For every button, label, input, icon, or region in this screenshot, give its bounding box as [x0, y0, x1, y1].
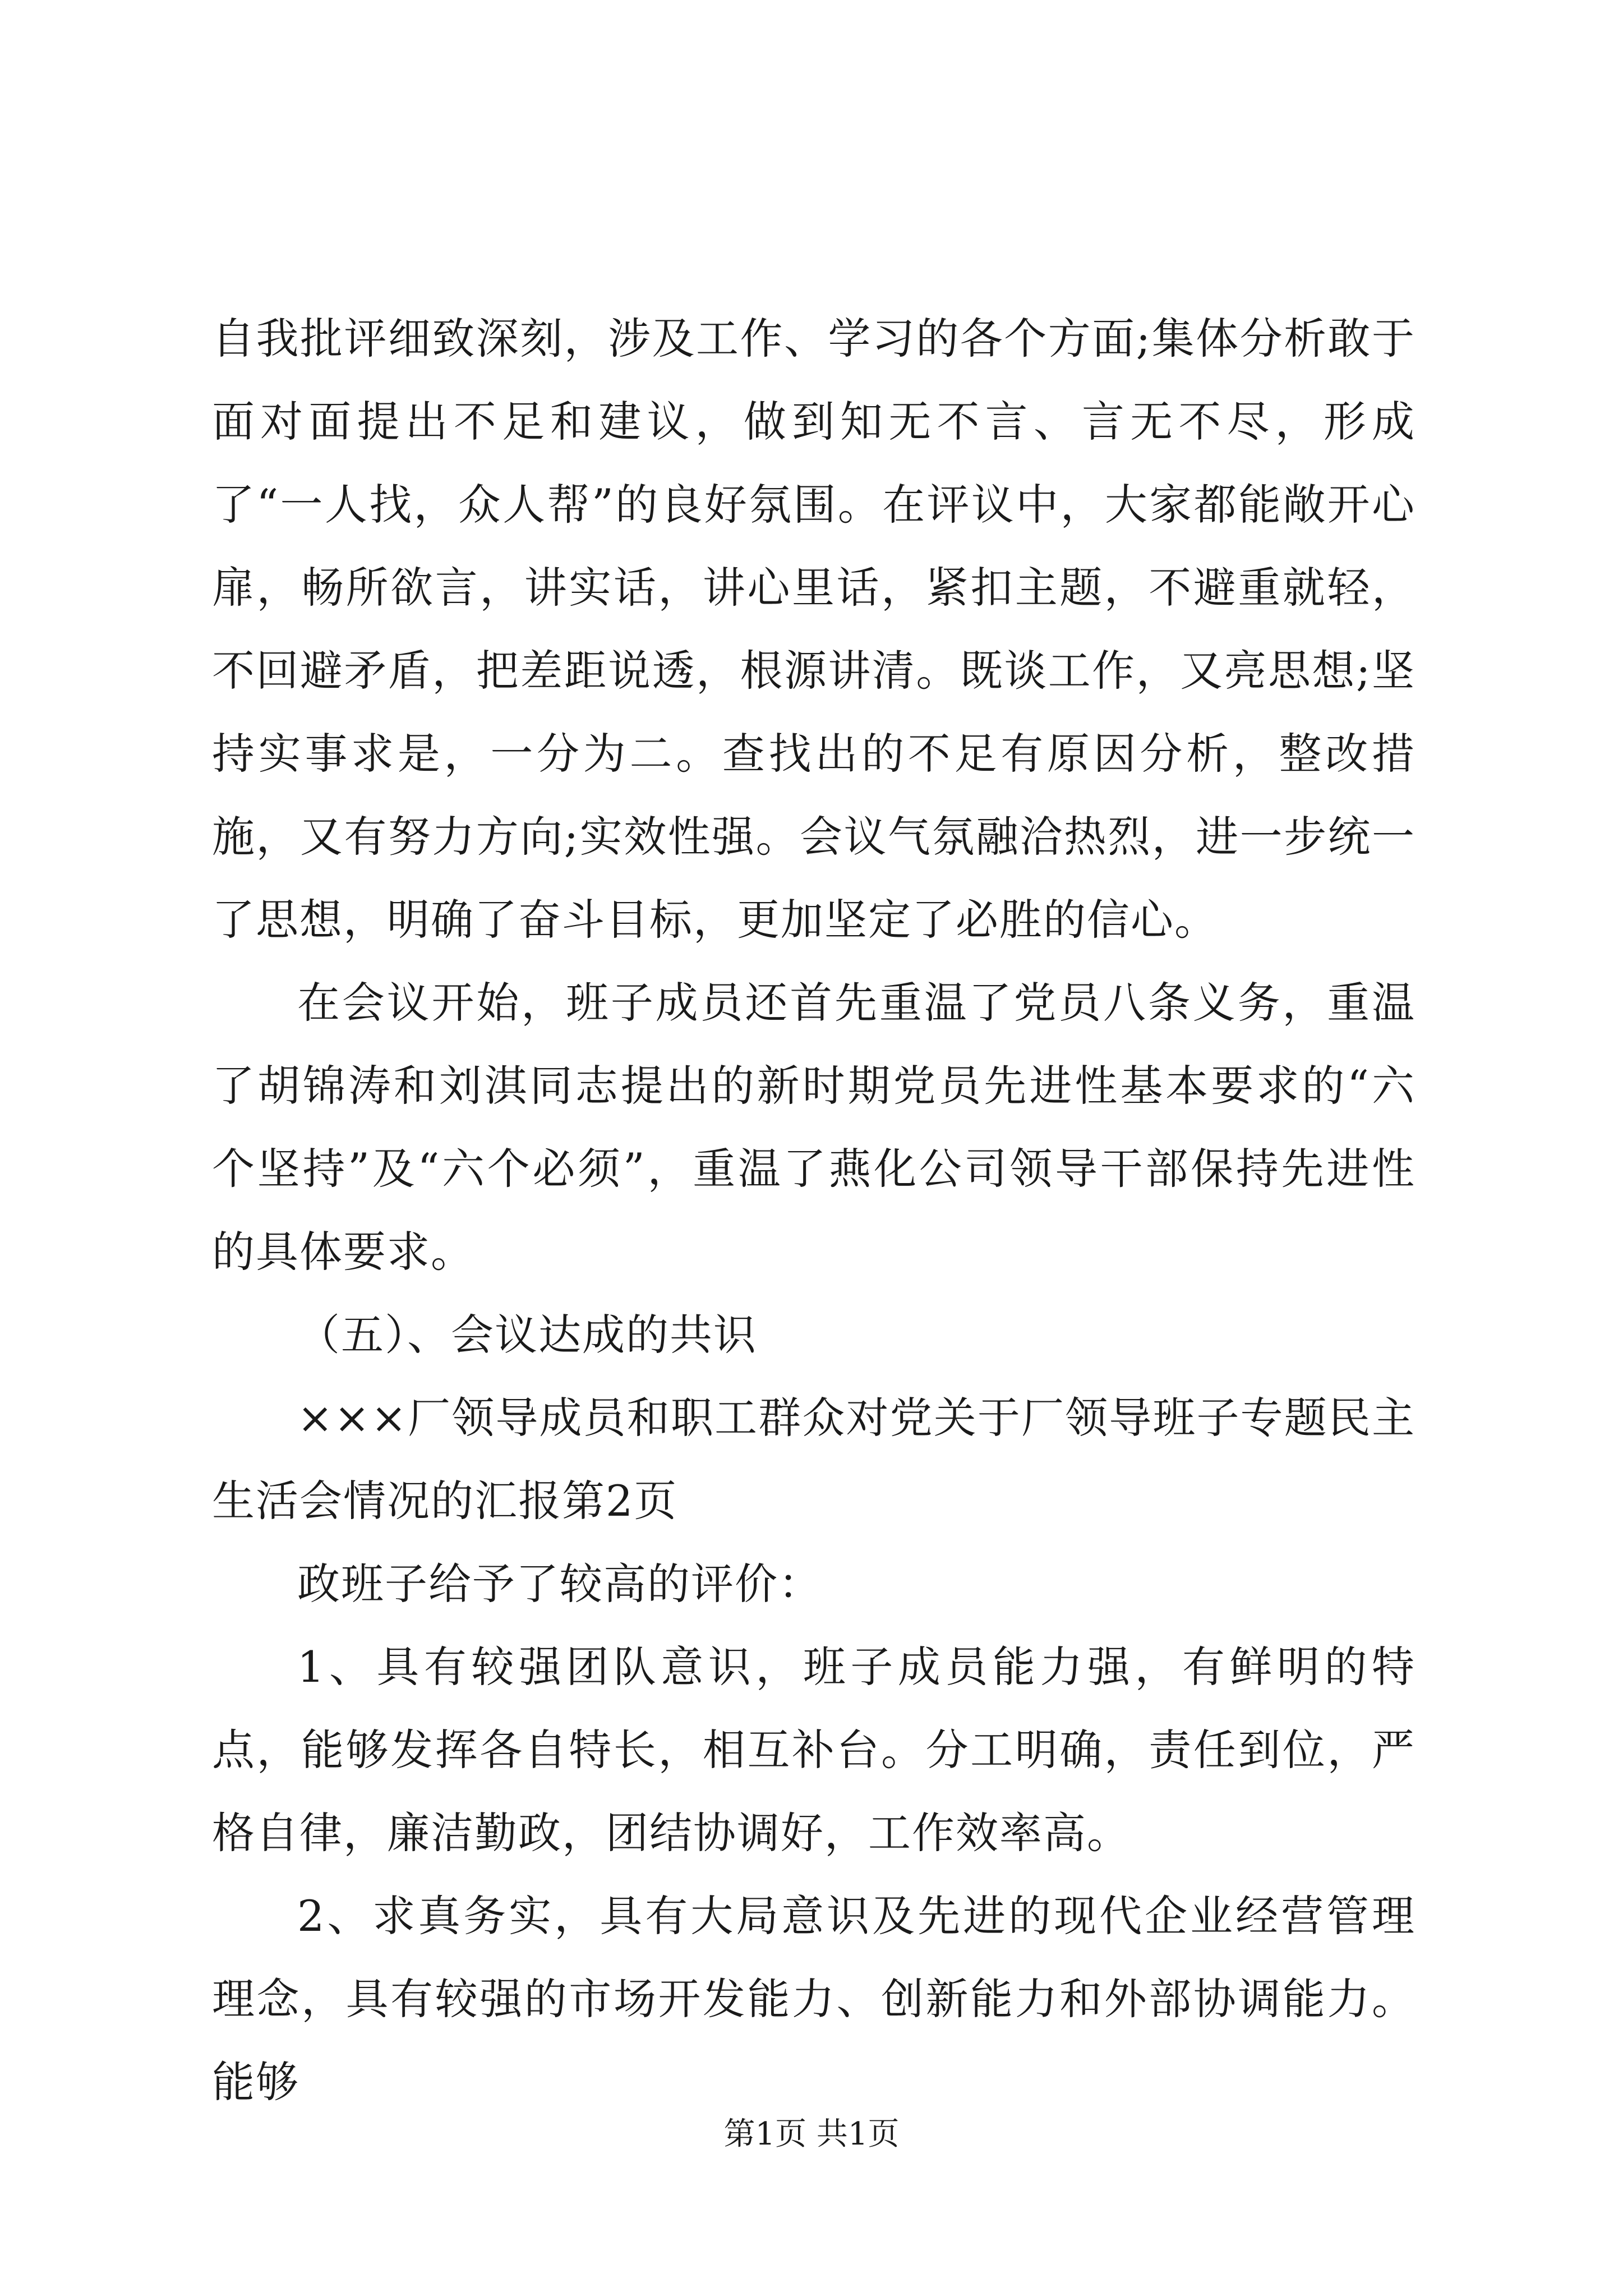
paragraph-2: 在会议开始，班子成员还首先重温了党员八条义务，重温了胡锦涛和刘淇同志提出的新时期党员先进性基本要求的“六个坚持”及“六个必须”，重温了燕化公司领导干部保持先进性的具体要求。	[212, 978, 1415, 1277]
paragraph-4: 政班子给予了较高的评价：	[297, 1559, 822, 1609]
list-item-1: 1、具有较强团队意识，班子成员能力强，有鲜明的特点，能够发挥各自特长，相互补台。分工明确，责任到位，严格自律，廉洁勤政，团结协调好，工作效率高。	[212, 1642, 1415, 1858]
list-item-2: 2、求真务实，具有大局意识及先进的现代企业经营管理理念，具有较强的市场开发能力、创新能力和外部协调能力。能够	[212, 1891, 1415, 2107]
section-heading: （五）、会议达成的共识	[297, 1310, 757, 1360]
paragraph-1: 自我批评细致深刻，涉及工作、学习的各个方面;集体分析敢于面对面提出不足和建议，做到知无不言、言无不尽，形成了“一人找，众人帮”的良好氛围。在评议中，大家都能敞开心扉，畅所欲言，讲实话，讲心里话，紧扣主题，不避重就轻，不回避矛盾，把差距说透，根源讲清。既谈工作，又亮思想;坚持实事求是，一分为二。查找出的不足有原因分析，整改措施，又有努力方向;实效性强。会议气氛融洽热烈，进一步统一了思想，明确了奋斗目标，更加坚定了必胜的信心。	[212, 314, 1415, 945]
document-body	[212, 297, 1415, 2124]
page-footer: 第1页 共1页	[723, 2116, 900, 2152]
paragraph-3: ×××厂领导成员和职工群众对党关于厂领导班子专题民主生活会情况的汇报第2页	[212, 1393, 1415, 1526]
